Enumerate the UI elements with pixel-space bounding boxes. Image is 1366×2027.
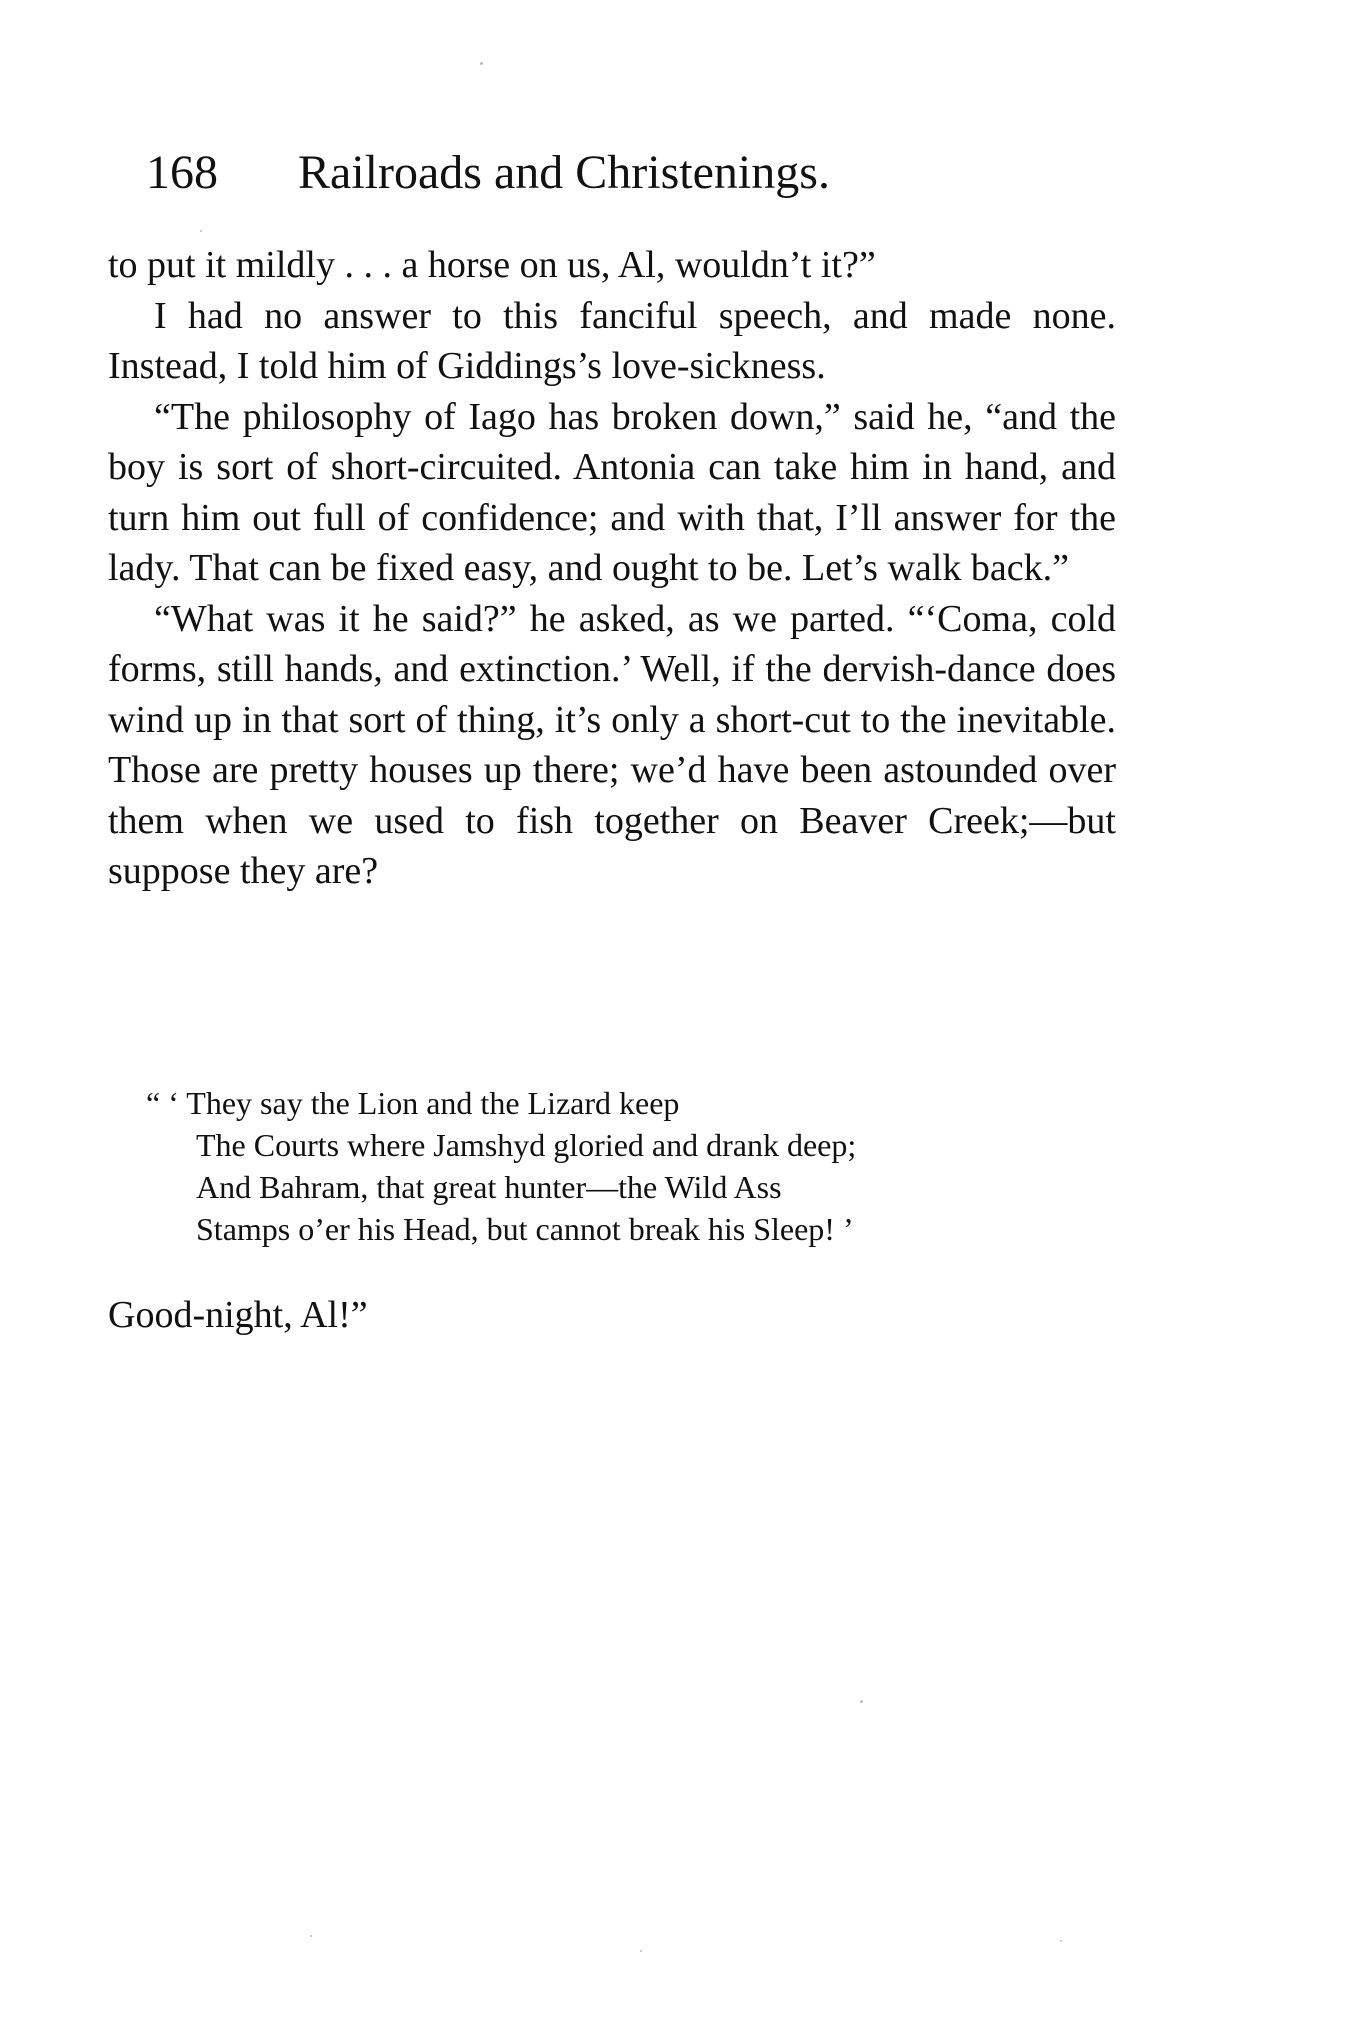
scan-speck [310, 1935, 312, 1937]
verse-line: “ ‘ They say the Lion and the Lizard keep [146, 1085, 680, 1121]
verse-line: And Bahram, that great hunter—the Wild Ass [196, 1169, 782, 1205]
closing-line: Good-night, Al!” [108, 1294, 368, 1336]
verse-quotation [146, 1082, 1050, 1250]
body-text [108, 240, 1116, 897]
paragraph: I had no answer to this fanciful speech, and made none. Instead, I told him of Giddings’s love-sickness. [108, 294, 1116, 387]
scan-speck [1060, 1940, 1062, 1942]
page-number: 168 [146, 146, 218, 199]
paragraph-continuation: to put it mildly . . . a horse on us, Al, wouldn’t it?” [108, 244, 876, 286]
verse-line: The Courts where Jamshyd gloried and drank deep; [196, 1127, 857, 1163]
paragraph: “The philosophy of Iago has broken down,” said he, “and the boy is sort of short-circuited. Antonia can take him in hand, and turn him out full of confidence; and with that, I’ll answer for the lady. That can be fixed easy, and ought to be. Let’s walk back.” [108, 395, 1116, 589]
scan-speck [860, 1700, 863, 1703]
paragraph: “What was it he said?” he asked, as we parted. “‘Coma, cold forms, still hands, and extinction.’ Well, if the dervish-dance does wind up in that sort of thing, it’s only a short-cut to the inevitable. Those are pretty houses up there; we’d have been astounded over them when we used to fish together on Beaver Creek;—but suppose they are? [108, 597, 1116, 892]
scan-speck [640, 1950, 642, 1952]
running-title: Railroads and Christenings. [298, 146, 830, 199]
page-header [146, 138, 1106, 208]
scan-speck [200, 230, 202, 232]
scan-speck [480, 62, 483, 65]
verse-line: Stamps o’er his Head, but cannot break his Sleep! ’ [196, 1211, 854, 1247]
